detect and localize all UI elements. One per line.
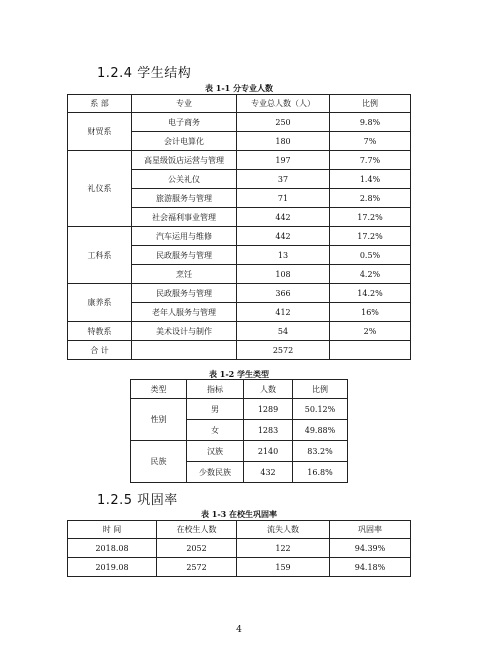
ratio-cell: 4.2%	[330, 265, 411, 284]
table1-header-ratio: 比例	[330, 95, 411, 113]
table-row	[68, 539, 411, 558]
ratio-cell: 16%	[330, 303, 411, 322]
type-cell: 性别	[131, 399, 187, 441]
count-cell: 71	[237, 189, 330, 208]
count-cell: 1289	[244, 399, 293, 420]
table2-header-type: 类型	[131, 380, 187, 399]
table-row	[68, 322, 411, 341]
enrolled-cell: 2052	[157, 539, 237, 558]
dept-cell: 工科系	[68, 227, 132, 284]
major-cell: 电子商务	[132, 113, 237, 132]
time-cell: 2018.08	[68, 539, 157, 558]
count-cell: 412	[237, 303, 330, 322]
ratio-cell: 17.2%	[330, 227, 411, 246]
lost-cell: 159	[237, 558, 330, 577]
rate-cell: 94.39%	[330, 539, 411, 558]
count-cell: 250	[237, 113, 330, 132]
time-cell: 2019.08	[68, 558, 157, 577]
ratio-cell: 16.8%	[293, 462, 348, 483]
section-heading-student-structure: 1.2.4 学生结构	[97, 66, 192, 81]
major-cell: 民政服务与管理	[132, 246, 237, 265]
table-row	[68, 227, 411, 246]
table2-header-indicator: 指标	[187, 380, 244, 399]
empty-cell	[330, 341, 411, 360]
ratio-cell: 9.8%	[330, 113, 411, 132]
count-cell: 442	[237, 208, 330, 227]
indicator-cell: 男	[187, 399, 244, 420]
count-cell: 13	[237, 246, 330, 265]
table1-header-count: 专业总人数（人）	[237, 95, 330, 113]
ratio-cell: 50.12%	[293, 399, 348, 420]
table3-header-enrolled: 在校生人数	[157, 521, 237, 539]
table2-header-ratio: 比例	[293, 380, 348, 399]
ratio-cell: 7%	[330, 132, 411, 151]
ratio-cell: 49.88%	[293, 420, 348, 441]
table-row	[68, 151, 411, 170]
table-row	[68, 113, 411, 132]
section-heading-retention-rate: 1.2.5 巩固率	[97, 493, 178, 508]
lost-cell: 122	[237, 539, 330, 558]
indicator-cell: 女	[187, 420, 244, 441]
dept-cell: 财贸系	[68, 113, 132, 151]
total-value: 2572	[237, 341, 330, 360]
dept-cell: 特教系	[68, 322, 132, 341]
major-cell: 会计电算化	[132, 132, 237, 151]
table1-header-dept: 系 部	[68, 95, 132, 113]
table1-caption: 表 1-1 分专业人数	[204, 83, 274, 93]
ratio-cell: 14.2%	[330, 284, 411, 303]
count-cell: 180	[237, 132, 330, 151]
major-cell: 高星级饭店运营与管理	[132, 151, 237, 170]
count-cell: 442	[237, 227, 330, 246]
major-cell: 老年人服务与管理	[132, 303, 237, 322]
count-cell: 37	[237, 170, 330, 189]
table3-header-time: 时 间	[68, 521, 157, 539]
enrolled-cell: 2572	[157, 558, 237, 577]
major-cell: 美术设计与制作	[132, 322, 237, 341]
table-row	[68, 558, 411, 577]
major-cell: 民政服务与管理	[132, 284, 237, 303]
ratio-cell: 2.8%	[330, 189, 411, 208]
count-cell: 54	[237, 322, 330, 341]
table-retention-rate	[67, 520, 411, 577]
count-cell: 108	[237, 265, 330, 284]
count-cell: 432	[244, 462, 293, 483]
dept-cell: 礼仪系	[68, 151, 132, 227]
ratio-cell: 2%	[330, 322, 411, 341]
count-cell: 2140	[244, 441, 293, 462]
table-major-enrollment	[67, 94, 411, 360]
table-student-type	[130, 379, 348, 483]
major-cell: 社会福利事业管理	[132, 208, 237, 227]
table-row	[68, 284, 411, 303]
indicator-cell: 汉族	[187, 441, 244, 462]
major-cell: 汽车运用与维修	[132, 227, 237, 246]
major-cell: 公关礼仪	[132, 170, 237, 189]
count-cell: 1283	[244, 420, 293, 441]
ratio-cell: 0.5%	[330, 246, 411, 265]
table3-caption: 表 1-3 在校生巩固率	[200, 509, 278, 519]
table2-caption: 表 1-2 学生类型	[208, 369, 270, 379]
count-cell: 197	[237, 151, 330, 170]
ratio-cell: 83.2%	[293, 441, 348, 462]
indicator-cell: 少数民族	[187, 462, 244, 483]
page-number: 4	[236, 625, 242, 635]
ratio-cell: 7.7%	[330, 151, 411, 170]
ratio-cell: 1.4%	[330, 170, 411, 189]
major-cell: 旅游服务与管理	[132, 189, 237, 208]
dept-cell: 康养系	[68, 284, 132, 322]
table3-header-rate: 巩固率	[330, 521, 411, 539]
table3-header-lost: 流失人数	[237, 521, 330, 539]
table-row	[131, 441, 348, 462]
total-label: 合 计	[68, 341, 132, 360]
ratio-cell: 17.2%	[330, 208, 411, 227]
major-cell: 烹饪	[132, 265, 237, 284]
table-total-row	[68, 341, 411, 360]
empty-cell	[132, 341, 237, 360]
table-row	[131, 399, 348, 420]
type-cell: 民族	[131, 441, 187, 483]
count-cell: 366	[237, 284, 330, 303]
rate-cell: 94.18%	[330, 558, 411, 577]
table2-header-count: 人数	[244, 380, 293, 399]
table1-header-major: 专业	[132, 95, 237, 113]
